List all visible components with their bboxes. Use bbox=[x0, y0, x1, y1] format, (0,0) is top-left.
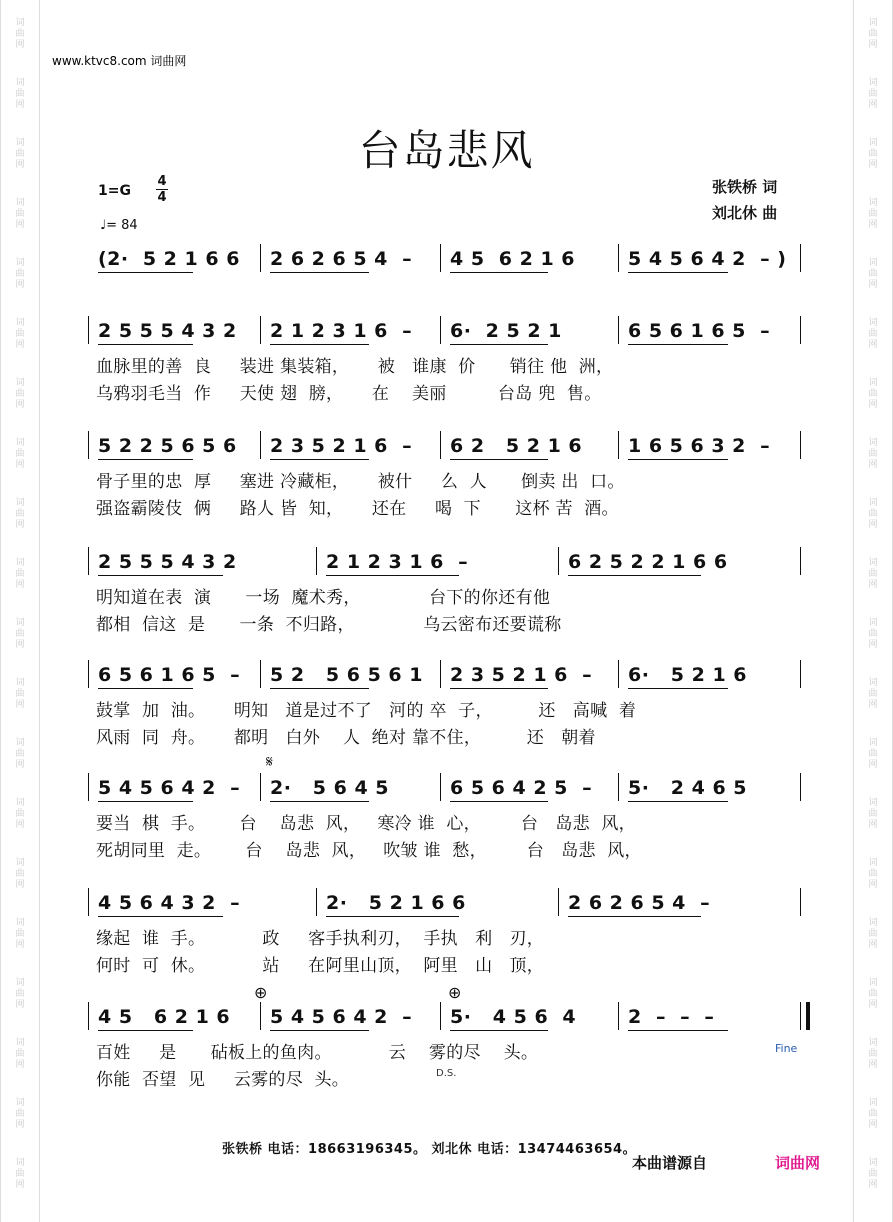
notation-row bbox=[88, 429, 803, 463]
measure-notes: 5· 2 4 6 5 bbox=[628, 777, 748, 799]
notation-row bbox=[88, 771, 803, 805]
measure-notes: 2· 5 6 4 5 bbox=[270, 777, 390, 799]
notation-row bbox=[88, 242, 803, 276]
notation-row bbox=[88, 658, 803, 692]
coda-sign-1: ⊕ bbox=[254, 983, 268, 1002]
beam-underline bbox=[628, 1030, 728, 1031]
beam-underline bbox=[628, 801, 728, 802]
ds-label: D.S. bbox=[436, 1068, 457, 1079]
measure-notes: 2 6 2 6 5 4 – bbox=[270, 248, 413, 270]
watermark-text: 词 曲 网 bbox=[868, 738, 878, 770]
bar-line bbox=[88, 773, 89, 801]
watermark-text: 词 曲 网 bbox=[868, 918, 878, 950]
bar-line bbox=[618, 431, 619, 459]
song-title: 台岛悲风 bbox=[358, 126, 535, 175]
watermark-text: 词 曲 网 bbox=[868, 378, 878, 410]
watermark-text: 词 曲 网 bbox=[15, 318, 25, 350]
bar-line bbox=[618, 316, 619, 344]
bar-line bbox=[440, 1002, 441, 1030]
measure-notes: 6· 2 5 2 1 bbox=[450, 320, 562, 342]
bar-line bbox=[800, 431, 801, 459]
lyric-line-1: 血脉里的善 良 装进 集装箱， 被 谁康 价 销往 他 洲， bbox=[96, 357, 614, 377]
watermark-text: 词 曲 网 bbox=[15, 798, 25, 830]
measure-notes: 2 3 5 2 1 6 – bbox=[450, 664, 593, 686]
watermark-text: 词 曲 网 bbox=[15, 618, 25, 650]
lyric-line-1: 鼓掌 加 油。 明知 道是过不了 河的 卒 子， 还 高喊 着 bbox=[96, 701, 637, 721]
measure-notes: 6 2 5 2 1 6 bbox=[450, 435, 583, 457]
watermark-text: 词 曲 网 bbox=[15, 918, 25, 950]
bar-line bbox=[440, 773, 441, 801]
lyricist-credit: 张铁桥 词 bbox=[712, 178, 778, 196]
bar-line bbox=[800, 316, 801, 344]
lyric-line-2: 都相 信这 是 一条 不归路， 乌云密布还要谎称 bbox=[96, 615, 562, 635]
measure-notes: 5 2 2 5 6 5 6 bbox=[98, 435, 237, 457]
lyric-line-1: 要当 棋 手。 台 岛悲 风， 寒冷 谁 心， 台 岛悲 风， bbox=[96, 814, 636, 834]
beam-underline bbox=[450, 688, 548, 689]
beam-underline bbox=[98, 1030, 193, 1031]
watermark-text: 词 曲 网 bbox=[868, 798, 878, 830]
watermark-text: 词 曲 网 bbox=[868, 1158, 878, 1190]
time-signature bbox=[156, 174, 168, 205]
notation-row bbox=[88, 1000, 803, 1034]
measure-notes: 6· 5 2 1 6 bbox=[628, 664, 748, 686]
bar-line bbox=[800, 244, 801, 272]
beam-underline bbox=[628, 344, 728, 345]
bar-line bbox=[260, 244, 261, 272]
notation-row bbox=[88, 886, 803, 920]
lyric-line-1: 明知道在表 演 一场 魔术秀， 台下的你还有他 bbox=[96, 588, 551, 608]
lyric-line-2: 风雨 同 舟。 都明 白外 人 绝对 靠不住， 还 朝着 bbox=[96, 728, 596, 748]
beam-underline bbox=[450, 1030, 548, 1031]
watermark-text: 词 曲 网 bbox=[15, 198, 25, 230]
measure-notes: 4 5 6 4 3 2 – bbox=[98, 892, 241, 914]
lyric-line-1: 缘起 谁 手。 政 客手执利刃， 手执 利 刃， bbox=[96, 929, 545, 949]
bar-line bbox=[316, 547, 317, 575]
notation-row bbox=[88, 545, 803, 579]
key-signature: 1=G bbox=[98, 183, 131, 199]
beam-underline bbox=[450, 272, 548, 273]
beam-underline bbox=[568, 916, 701, 917]
brand-link[interactable]: 词曲网 bbox=[775, 1154, 821, 1172]
beam-underline bbox=[450, 344, 548, 345]
measure-notes: 2 6 2 6 5 4 – bbox=[568, 892, 711, 914]
bar-line bbox=[558, 547, 559, 575]
measure-notes: (2· 5 2 1 6 6 bbox=[98, 248, 240, 270]
bar-line bbox=[260, 1002, 261, 1030]
beam-underline bbox=[98, 459, 193, 460]
bar-line bbox=[260, 316, 261, 344]
segno-sign: 𝄋 bbox=[266, 752, 273, 771]
bar-line bbox=[440, 316, 441, 344]
tempo-marking: ♩= 84 bbox=[100, 218, 138, 233]
bar-line bbox=[88, 431, 89, 459]
lyric-line-2: 何时 可 休。 站 在阿里山顶， 阿里 山 顶， bbox=[96, 956, 545, 976]
measure-notes: 6 5 6 4 2 5 – bbox=[450, 777, 593, 799]
site-url[interactable]: www.ktvc8.com 词曲网 bbox=[52, 54, 187, 68]
measure-notes: 2 5 5 5 4 3 2 bbox=[98, 320, 237, 342]
bar-line bbox=[800, 660, 801, 688]
measure-notes: 5 4 5 6 4 2 – bbox=[270, 1006, 413, 1028]
bar-line bbox=[618, 660, 619, 688]
watermark-text: 词 曲 网 bbox=[868, 618, 878, 650]
lyric-line-1: 百姓 是 砧板上的鱼肉。 云 雾的尽 头。 bbox=[96, 1043, 539, 1063]
measure-notes: 2 1 2 3 1 6 – bbox=[270, 320, 413, 342]
beam-underline bbox=[270, 801, 369, 802]
lyric-line-2: 死胡同里 走。 台 岛悲 风， 吹皱 谁 愁， 台 岛悲 风， bbox=[96, 841, 642, 861]
bar-line bbox=[88, 1002, 89, 1030]
measure-notes: 2 5 5 5 4 3 2 bbox=[98, 551, 237, 573]
watermark-text: 词 曲 网 bbox=[868, 978, 878, 1010]
beam-underline bbox=[98, 344, 193, 345]
beam-underline bbox=[270, 688, 369, 689]
beam-underline bbox=[98, 688, 193, 689]
bar-line bbox=[260, 773, 261, 801]
watermark-text: 词 曲 网 bbox=[868, 1098, 878, 1130]
watermark-text: 词 曲 网 bbox=[15, 498, 25, 530]
lyric-line-2: 你能 否望 见 云雾的尽 头。 bbox=[96, 1070, 350, 1090]
lyric-line-2: 乌鸦羽毛当 作 天使 翅 膀， 在 美丽 台岛 兜 售。 bbox=[96, 384, 602, 404]
bar-line bbox=[88, 660, 89, 688]
beam-underline bbox=[270, 459, 369, 460]
bar-line bbox=[618, 773, 619, 801]
measure-notes: 6 2 5 2 2 1 6 6 bbox=[568, 551, 728, 573]
watermark-text: 词 曲 网 bbox=[15, 1038, 25, 1070]
beam-underline bbox=[98, 575, 223, 576]
meter-bottom: 4 bbox=[157, 190, 167, 205]
beam-underline bbox=[326, 916, 459, 917]
watermark-text: 词 曲 网 bbox=[868, 198, 878, 230]
watermark-text: 词 曲 网 bbox=[15, 738, 25, 770]
bar-line bbox=[260, 660, 261, 688]
watermark-text: 词 曲 网 bbox=[15, 378, 25, 410]
bar-line bbox=[800, 1002, 810, 1030]
measure-notes: 2· 5 2 1 6 6 bbox=[326, 892, 466, 914]
watermark-text: 词 曲 网 bbox=[868, 258, 878, 290]
fine-label: Fine bbox=[775, 1042, 798, 1055]
bar-line bbox=[800, 547, 801, 575]
measure-notes: 2 1 2 3 1 6 – bbox=[326, 551, 469, 573]
measure-notes: 6 5 6 1 6 5 – bbox=[98, 664, 241, 686]
watermark-text: 词 曲 网 bbox=[868, 318, 878, 350]
composer-credit: 刘北休 曲 bbox=[712, 204, 778, 222]
watermark-text: 词 曲 网 bbox=[15, 78, 25, 110]
beam-underline bbox=[628, 459, 728, 460]
measure-notes: 5· 4 5 6 4 bbox=[450, 1006, 577, 1028]
beam-underline bbox=[270, 272, 369, 273]
lyric-line-1: 骨子里的忠 厚 塞进 冷藏柜， 被什 么 人 倒卖 出 口。 bbox=[96, 472, 625, 492]
measure-notes: 4 5 6 2 1 6 bbox=[98, 1006, 231, 1028]
source-label: 本曲谱源自 bbox=[632, 1154, 708, 1172]
beam-underline bbox=[98, 272, 193, 273]
beam-underline bbox=[628, 272, 728, 273]
beam-underline bbox=[568, 575, 701, 576]
measure-notes: 1 6 5 6 3 2 – bbox=[628, 435, 771, 457]
bar-line bbox=[440, 660, 441, 688]
watermark-text: 词 曲 网 bbox=[868, 78, 878, 110]
measure-notes: 2 – – – bbox=[628, 1006, 715, 1028]
watermark-text: 词 曲 网 bbox=[15, 1098, 25, 1130]
watermark-text: 词 曲 网 bbox=[868, 678, 878, 710]
bar-line bbox=[88, 888, 89, 916]
bar-line bbox=[88, 547, 89, 575]
beam-underline bbox=[450, 459, 548, 460]
watermark-text: 词 曲 网 bbox=[868, 438, 878, 470]
beam-underline bbox=[270, 344, 369, 345]
bar-line bbox=[440, 244, 441, 272]
bar-line bbox=[800, 888, 801, 916]
watermark-text: 词 曲 网 bbox=[15, 1158, 25, 1190]
watermark-text: 词 曲 网 bbox=[15, 978, 25, 1010]
meter-top: 4 bbox=[157, 174, 167, 189]
watermark-text: 词 曲 网 bbox=[15, 858, 25, 890]
beam-underline bbox=[326, 575, 459, 576]
watermark-text: 词 曲 网 bbox=[15, 558, 25, 590]
beam-underline bbox=[628, 688, 728, 689]
watermark-text: 词 曲 网 bbox=[15, 678, 25, 710]
measure-notes: 5 2 5 6 5 6 1 bbox=[270, 664, 423, 686]
watermark-text: 词 曲 网 bbox=[15, 18, 25, 50]
watermark-text: 词 曲 网 bbox=[868, 498, 878, 530]
bar-line bbox=[558, 888, 559, 916]
bar-line bbox=[618, 244, 619, 272]
coda-sign-2: ⊕ bbox=[448, 983, 462, 1002]
bar-line bbox=[260, 431, 261, 459]
watermark-text: 词 曲 网 bbox=[868, 558, 878, 590]
watermark-text: 词 曲 网 bbox=[868, 1038, 878, 1070]
bar-line bbox=[618, 1002, 619, 1030]
watermark-text: 词 曲 网 bbox=[15, 138, 25, 170]
beam-underline bbox=[450, 801, 548, 802]
watermark-text: 词 曲 网 bbox=[868, 858, 878, 890]
measure-notes: 2 3 5 2 1 6 – bbox=[270, 435, 413, 457]
watermark-text: 词 曲 网 bbox=[15, 438, 25, 470]
measure-notes: 6 5 6 1 6 5 – bbox=[628, 320, 771, 342]
beam-underline bbox=[270, 1030, 369, 1031]
measure-notes: 4 5 6 2 1 6 bbox=[450, 248, 576, 270]
beam-underline bbox=[98, 801, 193, 802]
measure-notes: 5 4 5 6 4 2 – ) bbox=[628, 248, 787, 270]
left-watermark-strip bbox=[0, 0, 40, 1222]
bar-line bbox=[88, 316, 89, 344]
watermark-text: 词 曲 网 bbox=[868, 18, 878, 50]
beam-underline bbox=[98, 916, 223, 917]
contact-footer: 张铁桥 电话：18663196345。 刘北休 电话：13474463654。 bbox=[222, 1142, 637, 1157]
notation-row bbox=[88, 314, 803, 348]
bar-line bbox=[316, 888, 317, 916]
watermark-text: 词 曲 网 bbox=[15, 258, 25, 290]
lyric-line-2: 强盗霸陵伎 俩 路人 皆 知， 还在 喝 下 这杯 苦 酒。 bbox=[96, 499, 619, 519]
bar-line bbox=[440, 431, 441, 459]
bar-line bbox=[800, 773, 801, 801]
watermark-text: 词 曲 网 bbox=[868, 138, 878, 170]
right-watermark-strip bbox=[853, 0, 893, 1222]
measure-notes: 5 4 5 6 4 2 – bbox=[98, 777, 241, 799]
